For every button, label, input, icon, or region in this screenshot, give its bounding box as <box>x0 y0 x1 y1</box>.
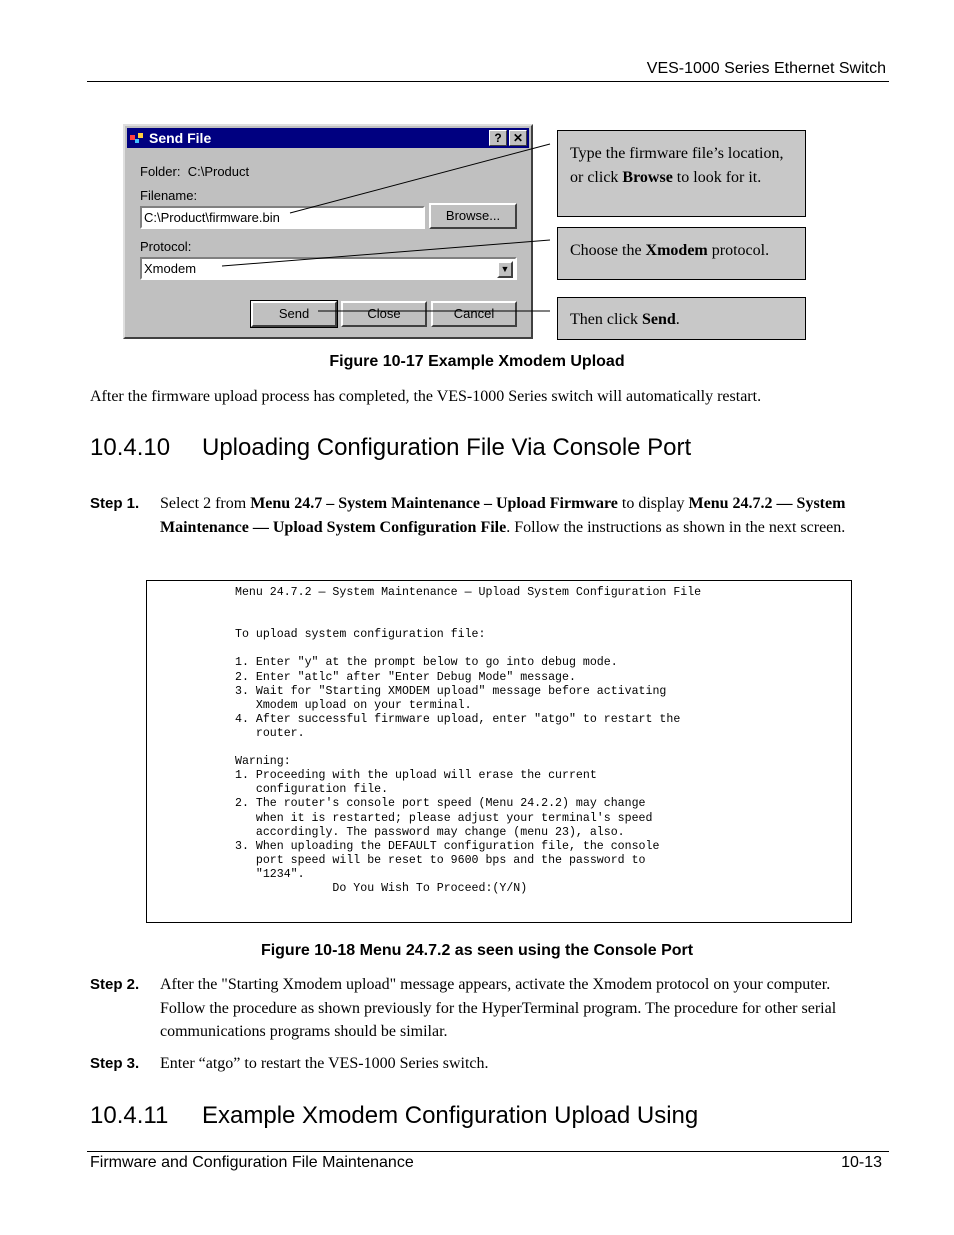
console-text: Menu 24.7.2 — System Maintenance — Upload System Configuration File To upload system configuration file: 1. Enter "y" at the prompt below to go into debug mode. 2. Enter "atlc" after "Enter Debug Mode" message. 3. Wait for "Starting XMODEM upload" message before activating Xmodem upload on your terminal. 4. After successful firmware upload, enter "atgo" to restart the router. Warning: 1. Proceeding with the upload will erase the current configuration file. 2. The router's console port speed (Menu 24.2.2) may change when it is restarted; please adjust your terminal's speed accordingly. The password may change (menu 23), also. 3. When uploading the DEFAULT configuration file, the console port speed will be reset to 9600 bps and the password to "1234". Do You Wish To Proceed:(Y/N) <box>235 586 702 895</box>
chevron-down-icon[interactable]: ▼ <box>497 261 513 278</box>
folder-value: C:\Product <box>187 164 250 179</box>
folder-label: Folder: C:\Product <box>140 164 250 179</box>
close-button[interactable]: Close <box>341 301 427 327</box>
figure-17-caption: Figure 10-17 Example Xmodem Upload <box>329 353 625 370</box>
filename-input[interactable]: C:\Product\firmware.bin <box>140 206 425 229</box>
section-heading-10-4-11: 10.4.11 Example Xmodem Configuration Upload Using <box>90 1102 699 1129</box>
callout-send: Then click Send. <box>557 297 806 340</box>
running-header: VES-1000 Series Ethernet Switch <box>646 60 886 77</box>
step-1-label: Step 1. <box>90 495 140 512</box>
protocol-label: Protocol: <box>140 239 192 254</box>
footer-page-number: 10-13 <box>841 1154 882 1171</box>
step-3-text: Enter “atgo” to restart the VES-1000 Series switch. <box>160 1055 489 1072</box>
callout-filename: Type the firmware file’s location, or click Browse to look for it. <box>557 130 806 217</box>
cancel-button[interactable]: Cancel <box>431 301 517 327</box>
step-1-text: Select 2 from Menu 24.7 – System Maintenance – Upload Firmware to display Menu 24.7.2 — System Maintenance — Upload System Configuration File. Follow the instructions as shown in the next screen. <box>160 495 846 536</box>
protocol-value: Xmodem <box>144 261 197 276</box>
dialog-title: Send File <box>149 130 212 146</box>
footer-rule <box>87 1151 889 1152</box>
footer-chapter-title: Firmware and Configuration File Maintenance <box>90 1154 414 1171</box>
figure-18-caption: Figure 10-18 Menu 24.7.2 as seen using the Console Port <box>260 942 694 959</box>
filename-label: Filename: <box>140 188 198 203</box>
browse-button[interactable]: Browse... <box>429 203 517 229</box>
send-button[interactable]: Send <box>251 301 337 327</box>
section-heading-10-4-10: 10.4.10 Uploading Configuration File Via Console Port <box>90 434 692 461</box>
callout-leader-lines <box>0 0 954 400</box>
step-2-label: Step 2. <box>90 976 140 993</box>
console-screen <box>146 580 852 923</box>
step-3-label: Step 3. <box>90 1055 140 1072</box>
callout-protocol: Choose the Xmodem protocol. <box>557 227 806 280</box>
close-icon[interactable]: ✕ <box>509 130 527 146</box>
step-2-text: After the "Starting Xmodem upload" message appears, activate the Xmodem protocol on your computer. Follow the procedure as shown previously for the HyperTerminal program. The procedure for other serial communications programs should be similar. <box>160 976 837 1040</box>
after-upload-text: After the firmware upload process has completed, the VES-1000 Series switch will automatically restart. <box>90 388 762 405</box>
help-button[interactable]: ? <box>489 130 507 146</box>
